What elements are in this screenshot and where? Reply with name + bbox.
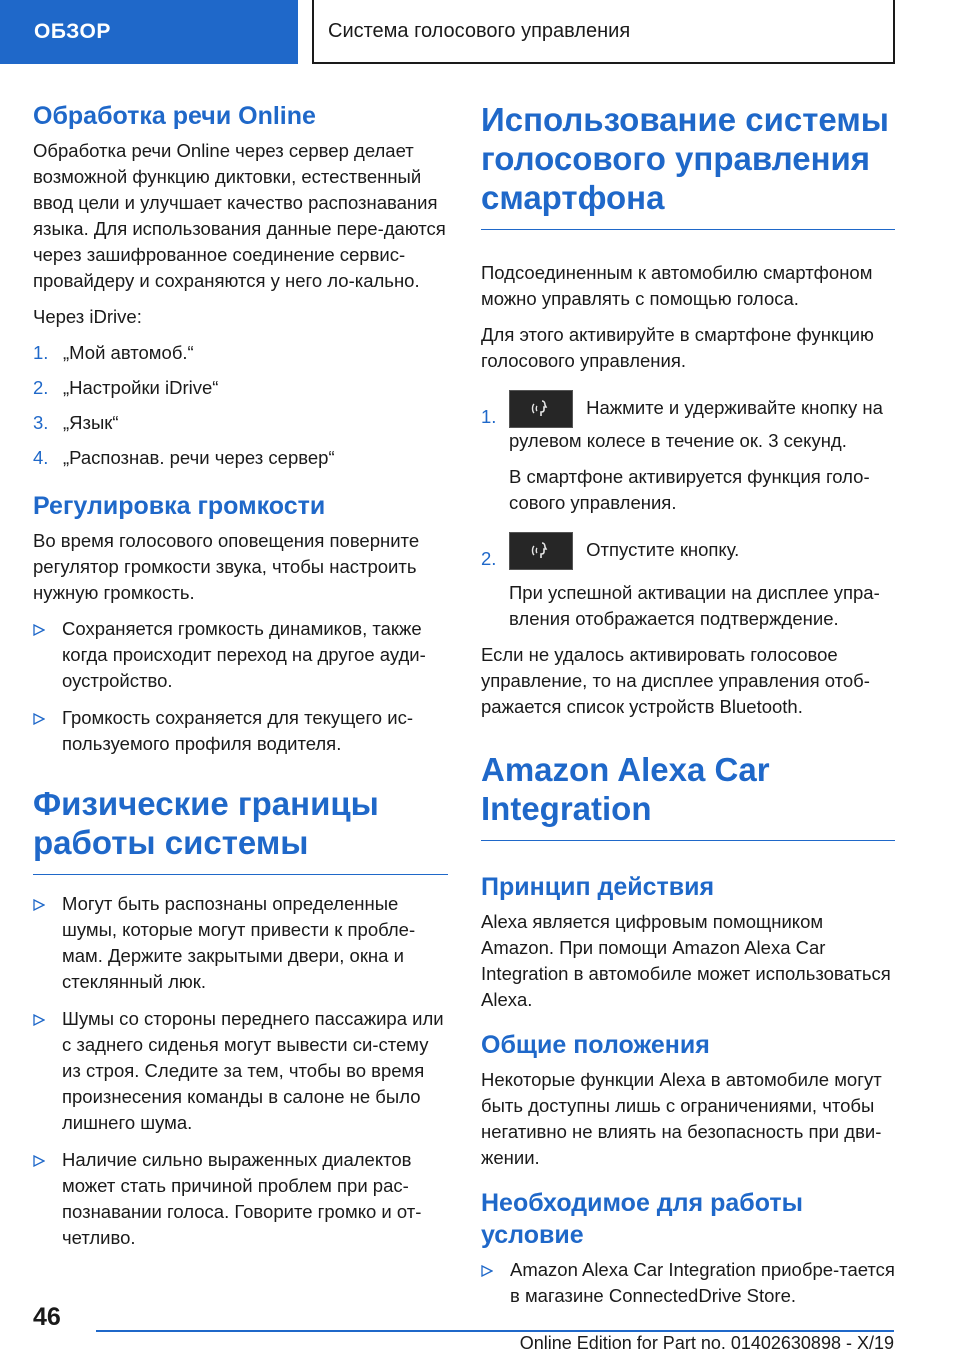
list-item: 3. „Язык“ xyxy=(33,412,119,433)
heading-alexa: Amazon Alexa Car Integration xyxy=(481,750,895,841)
voice-command-button-icon xyxy=(509,532,573,570)
footer-divider xyxy=(96,1330,894,1332)
heading-requirements: Необходимое для работы условие xyxy=(481,1189,803,1249)
list-item: Сохраняется громкость динамиков, также когда происходит переход на другое ауди-оустройство. xyxy=(33,616,448,694)
limits-bullets xyxy=(33,891,448,1251)
triangle-bullet-icon xyxy=(33,1155,45,1167)
triangle-bullet-icon xyxy=(33,624,45,636)
step-note: При успешной активации на дисплее упра-вления отображается подтверждение. xyxy=(509,582,880,629)
chapter-title: Система голосового управления xyxy=(312,0,895,64)
paragraph-general: Некоторые функции Alexa в автомобиле могут быть доступны лишь с ограничениями, чтобы негативно не влиять на безопасность при дви-жении. xyxy=(481,1069,882,1168)
paragraph-volume: Во время голосового оповещения поверните регулятор громкости звука, чтобы настроить нужную громкость. xyxy=(33,530,420,603)
paragraph-via-idrive: Через iDrive: xyxy=(33,306,142,327)
paragraph-activation-failed: Если не удалось активировать голосовое управление, то на дисплее управления отоб-ражается список устройств Bluetooth. xyxy=(481,644,870,717)
section-tab: ОБЗОР xyxy=(0,0,298,64)
heading-general: Общие положения xyxy=(481,1031,710,1059)
paragraph-connected-phone: Подсоединенным к автомобилю смартфоном можно управлять с помощью голоса. xyxy=(481,262,873,309)
heading-online-speech: Обработка речи Online xyxy=(33,102,316,130)
voice-command-button-icon xyxy=(509,390,573,428)
paragraph-online-speech: Обработка речи Online через сервер делает возможной функцию диктовки, естественный ввод цели и улучшает качество распознавания языка. Для использования данные пере-даются через зашифрованное соединение сервис-провайдеру и сохраняются у него ло-кально. xyxy=(33,140,446,291)
page-number: 46 xyxy=(33,1303,61,1331)
left-column xyxy=(33,100,448,1262)
right-column xyxy=(481,100,895,1320)
heading-volume: Регулировка громкости xyxy=(33,492,326,520)
triangle-bullet-icon xyxy=(33,899,45,911)
requirements-bullets xyxy=(481,1257,895,1309)
step-press-button: 1. Нажмите и удерживайте кнопку на рулевом колесе в течение ок. 3 секунд. В смартфоне активируется функция голо-сового управления. xyxy=(481,390,895,516)
volume-bullets xyxy=(33,616,448,757)
triangle-bullet-icon xyxy=(33,1014,45,1026)
footer-edition: Online Edition for Part no. 01402630898 - X/19 xyxy=(519,1333,894,1353)
list-item: Amazon Alexa Car Integration приобре-тается в магазине ConnectedDrive Store. xyxy=(481,1257,895,1309)
list-item: Громкость сохраняется для текущего ис-пользуемого профиля водителя. xyxy=(33,705,448,757)
list-item: Шумы со стороны переднего пассажира или с заднего сиденья могут вывести си-стему из строя. Следите за тем, чтобы во время произнесения команды в салоне не было лишнего шума. xyxy=(33,1006,448,1136)
list-item: Наличие сильно выраженных диалектов может стать причиной проблем при рас-познавании голоса. Говорите громко и от-четливо. xyxy=(33,1147,448,1251)
paragraph-activate: Для этого активируйте в смартфоне функцию голосового управления. xyxy=(481,324,874,371)
heading-physical-limits: Физические границы работы системы xyxy=(33,784,448,875)
paragraph-principle: Alexa является цифровым помощником Amazon. При помощи Amazon Alexa Car Integration в автомобиле может использоваться Alexa. xyxy=(481,911,891,1010)
triangle-bullet-icon xyxy=(481,1265,493,1277)
list-item: 2. „Настройки iDrive“ xyxy=(33,377,219,398)
heading-smartphone-voice: Использование системы голосового управления смартфона xyxy=(481,100,895,230)
heading-principle: Принцип действия xyxy=(481,873,715,901)
list-item: 1. „Мой автомоб.“ xyxy=(33,342,194,363)
step-note: В смартфоне активируется функция голо-сового управления. xyxy=(509,466,870,513)
step-release-button: 2. Отпустите кнопку. При успешной активации на дисплее упра-вления отображается подтверждение. xyxy=(481,532,895,632)
idrive-steps xyxy=(33,340,448,471)
list-item: 4. „Распознав. речи через сервер“ xyxy=(33,447,335,468)
list-item: Могут быть распознаны определенные шумы, которые могут привести к пробле-мам. Держите закрытыми двери, окна и стеклянный люк. xyxy=(33,891,448,995)
triangle-bullet-icon xyxy=(33,713,45,725)
